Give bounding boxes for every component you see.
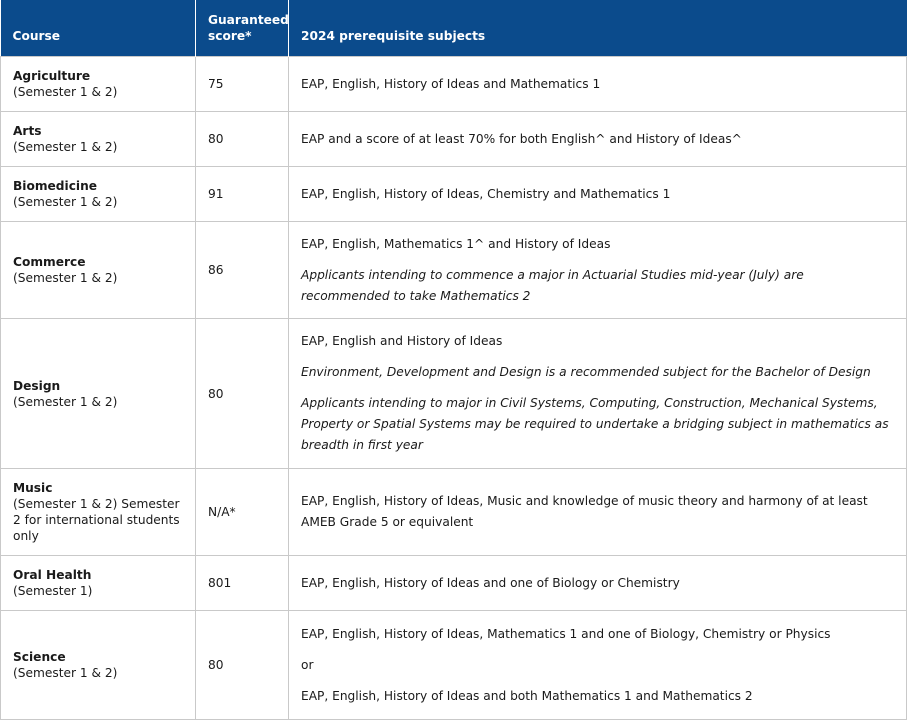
course-name: Music xyxy=(13,481,53,495)
course-cell xyxy=(1,222,196,319)
table-row xyxy=(1,611,907,720)
table-row xyxy=(1,469,907,556)
table-row xyxy=(1,112,907,167)
table-row xyxy=(1,167,907,222)
score-cell: N/A* xyxy=(196,469,289,556)
subject-line: EAP, English, History of Ideas, Chemistry and Mathematics 1 xyxy=(301,186,671,201)
subjects-cell xyxy=(289,57,907,112)
course-name: Commerce xyxy=(13,255,86,269)
course-name: Science xyxy=(13,650,66,664)
course-cell xyxy=(1,469,196,556)
course-cell xyxy=(1,167,196,222)
score-cell: 80 xyxy=(196,611,289,720)
subjects-cell xyxy=(289,222,907,319)
table-row xyxy=(1,319,907,469)
course-name: Arts xyxy=(13,124,42,138)
score-cell: 86 xyxy=(196,222,289,319)
subject-line: EAP, English, Mathematics 1^ and History of Ideas xyxy=(301,236,611,251)
score-cell: 801 xyxy=(196,556,289,611)
header-guaranteed-score xyxy=(196,0,289,57)
subjects-cell xyxy=(289,319,907,469)
course-cell xyxy=(1,319,196,469)
course-semester: (Semester 1 & 2) xyxy=(13,666,118,680)
subject-note: Applicants intending to major in Civil Systems, Computing, Construction, Mechanical Systems, Property or Spatial Systems may be required to undertake a bridging subject in mathematics as breadth in first year xyxy=(301,396,889,452)
course-cell xyxy=(1,611,196,720)
subject-line: or xyxy=(301,657,314,672)
course-cell xyxy=(1,57,196,112)
header-row xyxy=(1,0,907,57)
subject-line: EAP, English, History of Ideas, Music and knowledge of music theory and harmony of at least AMEB Grade 5 or equivalent xyxy=(301,494,868,529)
header-course: Course xyxy=(1,0,196,57)
subject-note: Environment, Development and Design is a recommended subject for the Bachelor of Design xyxy=(301,365,871,379)
subjects-cell xyxy=(289,167,907,222)
header-prerequisite-subjects: 2024 prerequisite subjects xyxy=(289,0,907,57)
subject-line: EAP, English, History of Ideas, Mathematics 1 and one of Biology, Chemistry or Physics xyxy=(301,626,831,641)
subjects-cell xyxy=(289,611,907,720)
table-row xyxy=(1,556,907,611)
course-name: Biomedicine xyxy=(13,179,98,193)
table-row xyxy=(1,57,907,112)
course-semester: (Semester 1 & 2) xyxy=(13,85,118,99)
course-semester: (Semester 1 & 2) xyxy=(13,394,118,409)
subjects-cell xyxy=(289,556,907,611)
subjects-cell xyxy=(289,469,907,556)
subject-line: EAP, English and History of Ideas xyxy=(301,334,503,348)
course-name: Design xyxy=(13,378,61,393)
course-semester: (Semester 1 & 2) Semester 2 for international students only xyxy=(13,497,180,543)
subject-line: EAP, English, History of Ideas and both Mathematics 1 and Mathematics 2 xyxy=(301,688,753,703)
score-cell: 80 xyxy=(196,112,289,167)
course-semester: (Semester 1 & 2) xyxy=(13,140,118,154)
course-cell xyxy=(1,112,196,167)
course-name: Oral Health xyxy=(13,568,92,582)
score-cell: 80 xyxy=(196,319,289,469)
subject-line: EAP, English, History of Ideas and one of Biology or Chemistry xyxy=(301,575,680,590)
course-cell xyxy=(1,556,196,611)
score-cell: 91 xyxy=(196,167,289,222)
header-score-line2: score* xyxy=(208,29,252,43)
score-cell: 75 xyxy=(196,57,289,112)
header-score-line1: Guaranteed xyxy=(208,13,289,27)
course-name: Agriculture xyxy=(13,69,91,83)
course-semester: (Semester 1) xyxy=(13,584,93,598)
subject-note: Applicants intending to commence a major in Actuarial Studies mid-year (July) are recommended to take Mathematics 2 xyxy=(301,267,804,303)
subjects-cell xyxy=(289,112,907,167)
course-semester: (Semester 1 & 2) xyxy=(13,271,118,285)
subject-line: EAP, English, History of Ideas and Mathematics 1 xyxy=(301,76,601,91)
course-semester: (Semester 1 & 2) xyxy=(13,195,118,209)
subject-line: EAP and a score of at least 70% for both English^ and History of Ideas^ xyxy=(301,131,742,146)
table-row xyxy=(1,222,907,319)
